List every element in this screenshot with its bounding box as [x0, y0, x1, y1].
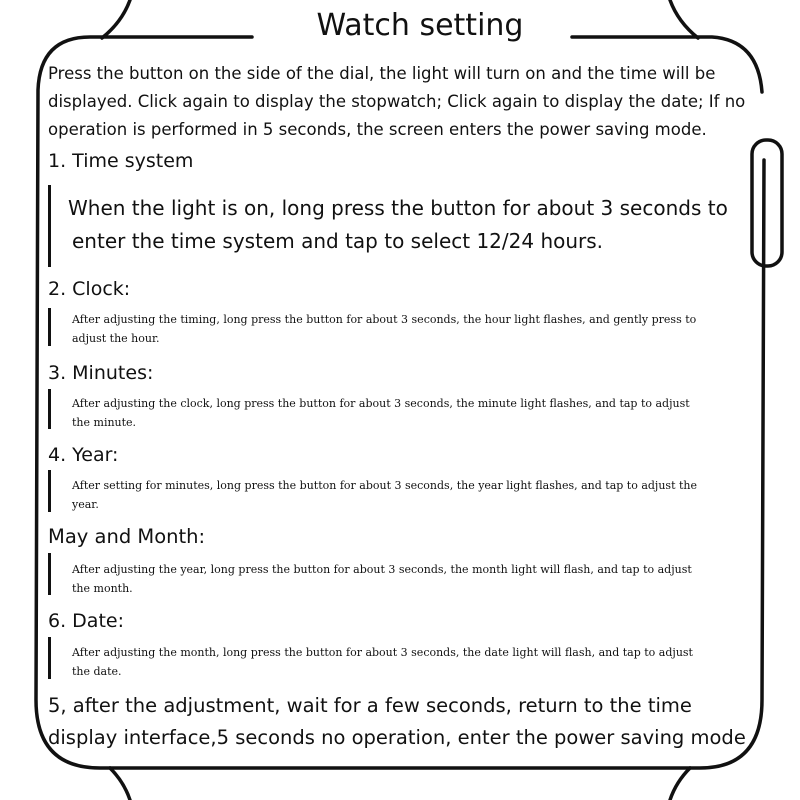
step-bar: [48, 308, 51, 346]
step-heading-clock: 2. Clock:: [48, 278, 131, 300]
footer-line-1: 5, after the adjustment, wait for a few seconds, return to the time: [48, 694, 692, 717]
intro-line-1: Press the button on the side of the dial, the light will turn on and the time will be: [48, 64, 716, 83]
step-text: the minute.: [72, 416, 137, 429]
footer-line-2: display interface,5 seconds no operation, enter the power saving mode: [48, 726, 746, 749]
step-text: After setting for minutes, long press the button for about 3 seconds, the year light flashes, and tap to adjust the: [72, 479, 697, 492]
step-text: After adjusting the clock, long press the button for about 3 seconds, the minute light flashes, and tap to adjust: [72, 397, 690, 410]
step-bar: [48, 470, 51, 512]
step-text: the date.: [72, 665, 122, 678]
intro-line-3: operation is performed in 5 seconds, the screen enters the power saving mode.: [48, 120, 707, 139]
step-text: the month.: [72, 582, 133, 595]
step-text: year.: [72, 498, 99, 511]
step-text: After adjusting the month, long press the button for about 3 seconds, the date light will flash, and tap to adjust: [72, 646, 693, 659]
step-bar: [48, 637, 51, 679]
step-bar: [48, 185, 51, 267]
step-bar: [48, 553, 51, 595]
step-heading-year: 4. Year:: [48, 444, 119, 466]
step-heading-month: May and Month:: [48, 525, 206, 548]
intro-line-2: displayed. Click again to display the stopwatch; Click again to display the date; If no: [48, 92, 746, 111]
step-bar: [48, 389, 51, 429]
step-text: After adjusting the timing, long press the button for about 3 seconds, the hour light flashes, and gently press to: [72, 313, 697, 326]
page-title: Watch setting: [316, 8, 524, 43]
step-heading-time-system: 1. Time system: [48, 150, 194, 172]
step-heading-minutes: 3. Minutes:: [48, 362, 154, 384]
step-text: adjust the hour.: [72, 332, 160, 345]
step-text: enter the time system and tap to select 12/24 hours.: [72, 229, 604, 253]
step-text: When the light is on, long press the button for about 3 seconds to: [68, 196, 728, 220]
step-text: After adjusting the year, long press the button for about 3 seconds, the month light will flash, and tap to adjust: [72, 563, 692, 576]
step-heading-date: 6. Date:: [48, 610, 124, 632]
